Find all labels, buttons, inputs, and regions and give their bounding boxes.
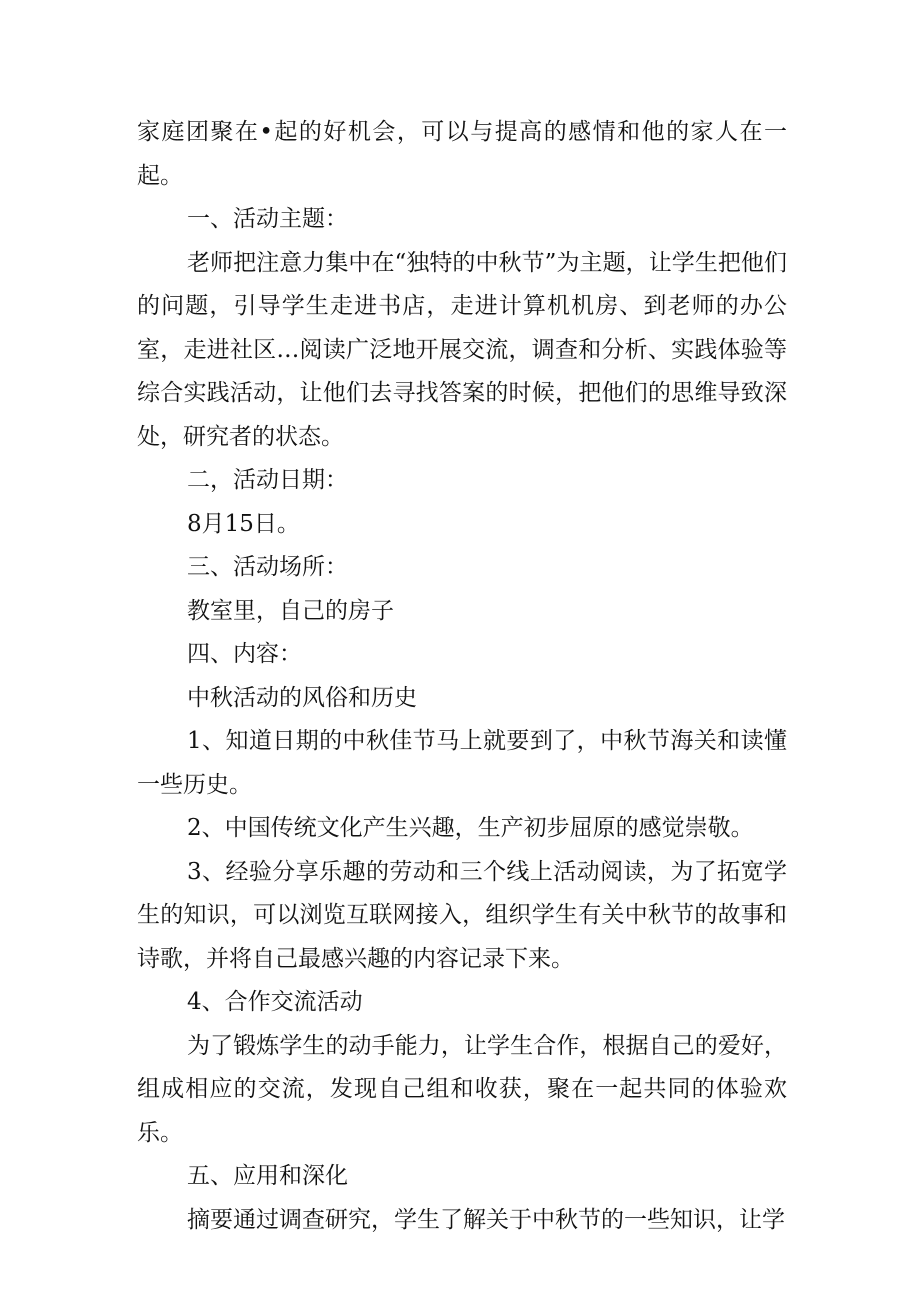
- list-item: 2、中国传统文化产生兴趣，生产初步屈原的感觉崇敬。: [187, 815, 754, 841]
- section-heading-application: 五、应用和深化: [187, 1163, 348, 1189]
- list-item: 4、合作交流活动: [187, 989, 363, 1015]
- list-item: 1、知道日期的中秋佳节马上就要到了，中秋节海关和读懂一些历史。: [137, 728, 787, 798]
- section-heading-date: 二，活动日期：: [187, 467, 348, 493]
- paragraph: 家庭团聚在•起的好机会，可以与提高的感情和他的家人在一起。: [137, 119, 787, 189]
- paragraph: 为了锻炼学生的动手能力，让学生合作，根据自己的爱好，组成相应的交流，发现自己组和收获，聚在一起共同的体验欢乐。: [137, 1032, 787, 1146]
- document-body: [137, 111, 787, 1242]
- paragraph-date-value: 8月15日。: [187, 510, 300, 537]
- paragraph: 老师把注意力集中在“独特的中秋节”为主题，让学生把他们的问题，引导学生走进书店，走进计算机机房、到老师的办公室，走进社区…阅读广泛地开展交流，调查和分析、实践体验等综合实践活动，让他们去寻找答案的时候，把他们的思维导致深处，研究者的状态。: [137, 249, 787, 450]
- section-heading-content: 四、内容：: [187, 641, 302, 667]
- subheading: 中秋活动的风俗和历史: [187, 684, 417, 711]
- paragraph: 摘要通过调查研究，学生了解关于中秋节的一些知识，让学: [187, 1206, 785, 1233]
- list-item: 3、经验分享乐趣的劳动和三个线上活动阅读，为了拓宽学生的知识，可以浏览互联网接入，组织学生有关中秋节的故事和诗歌，并将自己最感兴趣的内容记录下来。: [137, 858, 787, 972]
- section-heading-venue: 三、活动场所：: [187, 554, 348, 580]
- section-heading-theme: 一、活动主题：: [187, 206, 348, 232]
- paragraph-venue-value: 教室里，自己的房子: [187, 597, 394, 624]
